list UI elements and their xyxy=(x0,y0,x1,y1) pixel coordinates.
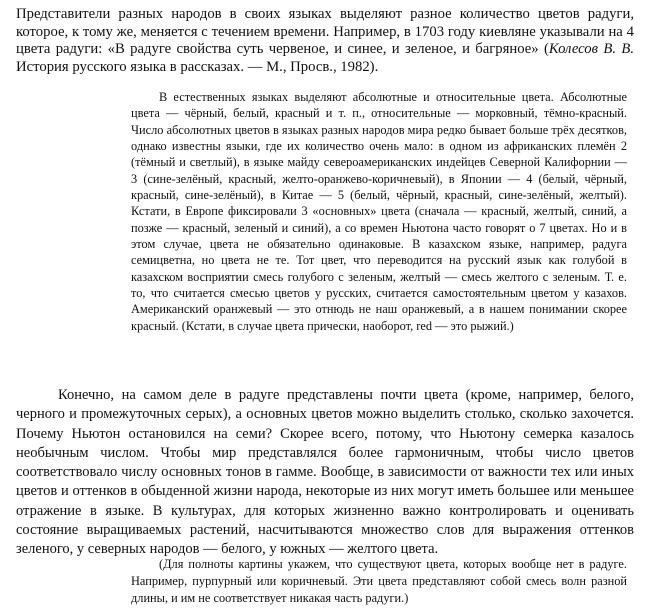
footnote-paragraph xyxy=(131,556,627,607)
intro-text: Представители разных народов в своих языках выделяют разное количество цветов радуги, которое, к тому же, меняется с течением времени. Например, в 1703 году киевляне указывали на 4 цвета радуги: «В радуге свойства суть червеное, и синее, и зеленое, и багряное» ( xyxy=(16,6,634,57)
citation-rest: История русского языка в рассказах. — М., Просв., 1982). xyxy=(16,58,379,75)
main-paragraph xyxy=(16,386,634,560)
block-quote xyxy=(131,89,627,334)
intro-paragraph xyxy=(16,6,634,76)
quote-text: В естественных языках выделяют абсолютные и относительные цвета. Абсолютные цвета — чёрный, белый, красный и т. п., относительные — морковный, тёмно-красный. Число абсолютных цветов в языках разных народов мира редко бывает больше трёх десятков, однако известны языки, где их количество очень мало: в одном из африканских племён 2 (тёмный и светлый), в языке майду североамериканских индейцев Северной Калифорнии — 3 (сине-зелёный, красный, желто-оранжево-коричневый), в Японии — 4 (белый, чёрный, красный, сине-зелёный), в Китае — 5 (белый, чёрный, красный, сине-зелёный, желтый). Кстати, в Европе фиксировали 3 «основных» цвета (сначала — красный, желтый, синий, а позже — красный, зеленый и синий), а со времен Ньютона часто говорят о 7 цветах. Но и в этом случае, цвета не обязательно одинаковые. В казахском языке, например, радуга семицветна, но цвета не те. Тот цвет, что переводится на русский язык как голубой в казахском восприятии смесь голубого с зеленым, желтый — смесь желтого с зеленым. Т. е. то, что считается смесью цветов у русских, считается самостоятельным цветом у казахов. Американский оранжевый — это отнюдь не наш оранжевый, а в нашем понимании скорее красный. (Кстати, в случае цвета прически, наоборот, red — это рыжий.) xyxy=(131,90,627,333)
main-text: Конечно, на самом деле в радуге представлены почти цвета (кроме, например, белого, черного и промежуточных серых), а основных цветов можно выделить столько, сколько захочется. Почему Ньютон остановился на семи? Скорее всего, потому, что Ньютону семерка казалось необычным числом. Чтобы мир представлялся более гармоничным, чтобы число цветов соответствовало числу основных тонов в гамме. Вообще, в зависимости от важности тех или иных цветов и оттенков в обыденной жизни народа, некоторые из них могут иметь большее или меньшее отражение в языке. В культурах, для которых жизненно важно контролировать и оценивать состояние выращиваемых растений, насчитываются множество слов для выражения оттенков зеленого, у северных народов — белого, у южных — желтого цвета. xyxy=(16,387,634,558)
citation-author: Колесов В. В. xyxy=(548,41,634,57)
note-text: (Для полноты картины укажем, что существуют цвета, которых вообще нет в радуге. Например, пурпурный или коричневый. Эти цвета представляют собой смесь волн разной длины, и им не соответствует никакая часть радуги.) xyxy=(131,557,627,605)
